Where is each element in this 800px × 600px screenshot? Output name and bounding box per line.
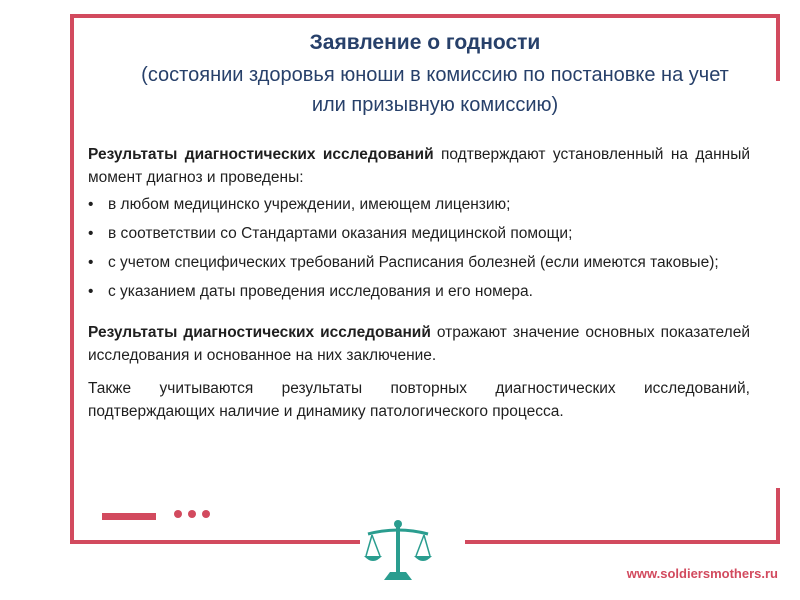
- requirements-list: [88, 193, 750, 303]
- list-item: • с учетом специфических требований Расписания болезней (если имеются таковые);: [88, 251, 750, 274]
- frame-right-border-upper: [776, 14, 780, 81]
- frame-left-border: [70, 14, 74, 544]
- frame-bottom-border-right: [465, 540, 780, 544]
- frame-top-border: [70, 14, 780, 18]
- paragraph-results-reflect: [88, 321, 750, 367]
- frame-bottom-border-left: [70, 540, 360, 544]
- decorative-dots: [174, 510, 210, 518]
- list-item: • в соответствии со Стандартами оказания медицинской помощи;: [88, 222, 750, 245]
- page-subtitle: (состоянии здоровья юноши в комиссию по постановке на учет или призывную комиссию): [141, 64, 729, 116]
- paragraph-text: подтверждают установленный на данный момент диагноз и проведены:: [88, 146, 750, 186]
- paragraph-bold-lead: Результаты диагностических исследований: [88, 146, 434, 163]
- paragraph-bold-lead: Результаты диагностических исследований: [88, 324, 431, 341]
- scales-of-justice-icon: [362, 518, 434, 582]
- page-title: Заявление о годности: [309, 31, 541, 54]
- paragraph-text: отражают значение основных показателей исследования и основанное на них заключение.: [88, 324, 750, 364]
- paragraph-results-confirm: [88, 143, 750, 189]
- website-link[interactable]: www.soldiersmothers.ru: [626, 566, 778, 581]
- paragraph-repeat-studies: Также учитываются результаты повторных диагностических исследований, подтверждающих наличие и динамику патологического процесса.: [88, 380, 750, 420]
- content: [88, 143, 750, 423]
- frame-right-border-lower: [776, 488, 780, 544]
- title-block: [80, 30, 770, 120]
- list-item: • в любом медицинско учреждении, имеющем лицензию;: [88, 193, 750, 216]
- list-item: • с указанием даты проведения исследования и его номера.: [88, 280, 750, 303]
- decorative-dash: [102, 513, 156, 520]
